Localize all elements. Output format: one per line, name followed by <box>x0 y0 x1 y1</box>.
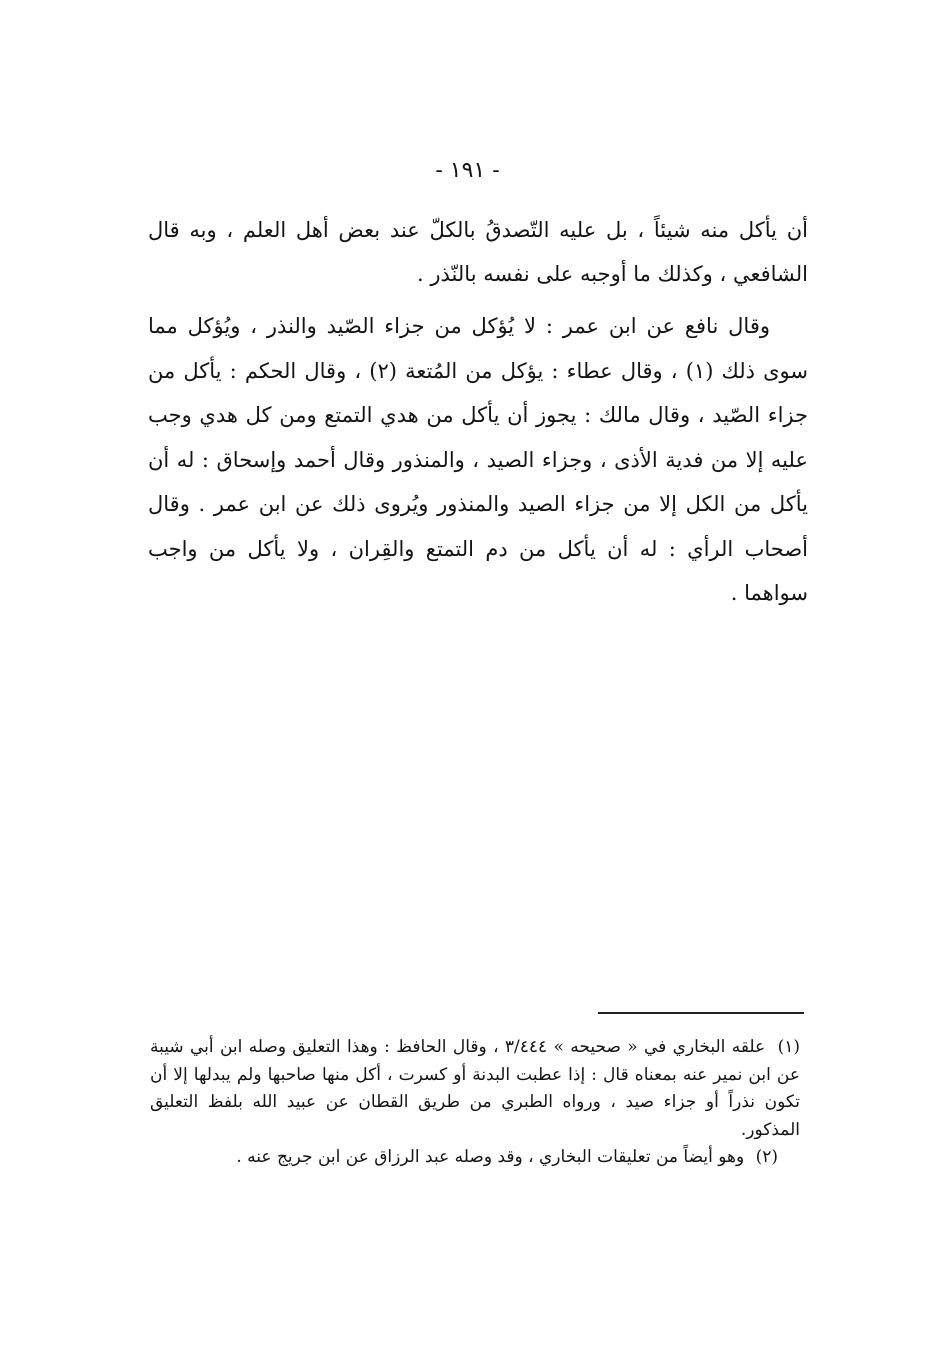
footnote-divider <box>598 1012 804 1014</box>
footnote <box>150 1144 800 1172</box>
page-number: - ١٩١ - <box>435 158 500 183</box>
footnote-text: علقه البخاري في « صحيحه » ٣/٤٤٤ ، وقال الحافظ : وهذا التعليق وصله ابن أبي شيبة عن ابن نمير عنه بمعناه قال : إذا عطبت البدنة أو كسرت ، أكل منها صاحبها ولم يبدلها إلا أن تكون نذراً أو جزاء صيد ، ورواه الطبري من طريق القطان عن عبيد الله بلفظ التعليق المذكور. <box>150 1037 801 1140</box>
body-paragraph: وقال نافع عن ابن عمر : لا يُؤكل من جزاء الصّيد والنذر ، ويُؤكل مما سوى ذلك (١) ، وقال عطاء : يؤكل من المُتعة (٢) ، وقال الحكم : يأكل من جزاء الصّيد ، وقال مالك : يجوز أن يأكل من هدي التمتع ومن كل هدي وجب عليه إلا من فدية الأذى ، وجزاء الصيد ، والمنذور وقال أحمد وإسحاق : له أن يأكل من الكل إلا من جزاء الصيد والمنذور ويُروى ذلك عن ابن عمر . وقال أصحاب الرأي : له أن يأكل من دم التمتع والقِران ، ولا يأكل من واجب سواهما . <box>148 314 808 605</box>
body-paragraph: أن يأكل منه شيئاً ، بل عليه التّصدقُ بالكلّ عند بعض أهل العلم ، وبه قال الشافعي ، وكذلك ما أوجبه على نفسه بالنّذر . <box>148 218 808 286</box>
footnote-number: (٢) <box>755 1147 778 1167</box>
footnote <box>150 1034 800 1144</box>
footnotes-section <box>150 1034 800 1172</box>
footnote-number: (١) <box>777 1037 800 1057</box>
footnote-text: وهو أيضاً من تعليقات البخاري ، وقد وصله عبد الرزاق عن ابن جريج عنه . <box>236 1147 745 1167</box>
